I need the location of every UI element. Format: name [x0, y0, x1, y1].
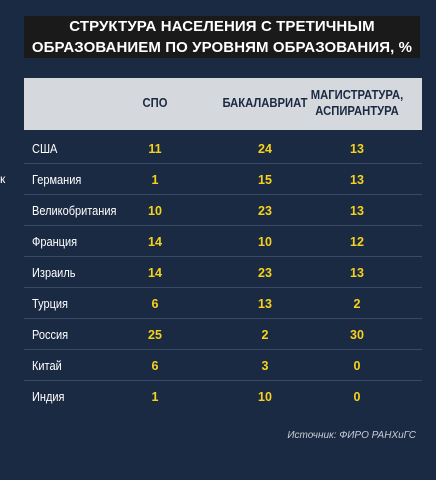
- country-label: США: [32, 142, 58, 156]
- table-row: [24, 195, 422, 226]
- value-cell-spo: 1: [151, 390, 159, 404]
- value-cell-spo: 14: [148, 235, 162, 249]
- value-cell-bach: 23: [258, 266, 272, 280]
- value-cell-spo: 6: [151, 359, 159, 373]
- value-cell-mag: 13: [350, 204, 364, 218]
- country-label: Израиль: [32, 266, 76, 280]
- table-row: [24, 257, 422, 288]
- value-cell-spo: 25: [148, 328, 162, 342]
- table-title-line-1: СТРУКТУРА НАСЕЛЕНИЯ С ТРЕТИЧНЫМ: [69, 18, 375, 35]
- table-header: [24, 78, 422, 130]
- country-label: Россия: [32, 328, 69, 342]
- value-cell-mag: 0: [353, 359, 361, 373]
- value-cell-bach: 2: [261, 328, 269, 342]
- table-title: [24, 16, 420, 58]
- value-cell-spo: 6: [151, 297, 159, 311]
- value-cell-bach: 10: [258, 390, 272, 404]
- table-row: [24, 288, 422, 319]
- source-note: Источник: ФИРО РАНХиГС: [287, 430, 416, 441]
- table-row: [24, 381, 422, 412]
- value-cell-mag: 12: [350, 235, 364, 249]
- value-cell-bach: 23: [258, 204, 272, 218]
- value-cell-mag: 13: [350, 142, 364, 156]
- table-title-line-2: ОБРАЗОВАНИЕМ ПО УРОВНЯМ ОБРАЗОВАНИЯ, %: [31, 39, 413, 56]
- country-label: Великобритания: [32, 204, 117, 218]
- value-cell-mag: 13: [350, 266, 364, 280]
- value-cell-bach: 10: [258, 235, 272, 249]
- value-cell-bach: 15: [258, 173, 272, 187]
- value-cell-bach: 3: [261, 359, 269, 373]
- country-label: Индия: [32, 390, 65, 404]
- value-cell-bach: 13: [258, 297, 272, 311]
- value-cell-spo: 11: [148, 142, 162, 156]
- column-header-mag: [299, 87, 416, 119]
- country-label: Франция: [32, 235, 78, 249]
- column-header-line: АСПИРАНТУРА: [315, 104, 399, 118]
- country-label: Китай: [32, 359, 62, 373]
- column-header-spo: [106, 95, 205, 111]
- table-row: [24, 350, 422, 381]
- value-cell-spo: 10: [148, 204, 162, 218]
- left-text-fragment: к: [0, 172, 6, 186]
- column-header-line: МАГИСТРАТУРА,: [310, 88, 404, 102]
- value-cell-mag: 30: [350, 328, 364, 342]
- value-cell-mag: 13: [350, 173, 364, 187]
- table-row: [24, 133, 422, 164]
- value-cell-mag: 2: [353, 297, 361, 311]
- table-row: [24, 319, 422, 350]
- country-label: Германия: [32, 173, 82, 187]
- value-cell-spo: 1: [151, 173, 159, 187]
- country-label: Турция: [32, 297, 68, 311]
- value-cell-bach: 24: [258, 142, 272, 156]
- column-header-line: БАКАЛАВРИАТ: [222, 96, 308, 110]
- table-row: [24, 164, 422, 195]
- value-cell-spo: 14: [148, 266, 162, 280]
- value-cell-mag: 0: [353, 390, 361, 404]
- column-header-line: СПО: [142, 96, 168, 110]
- table-row: [24, 226, 422, 257]
